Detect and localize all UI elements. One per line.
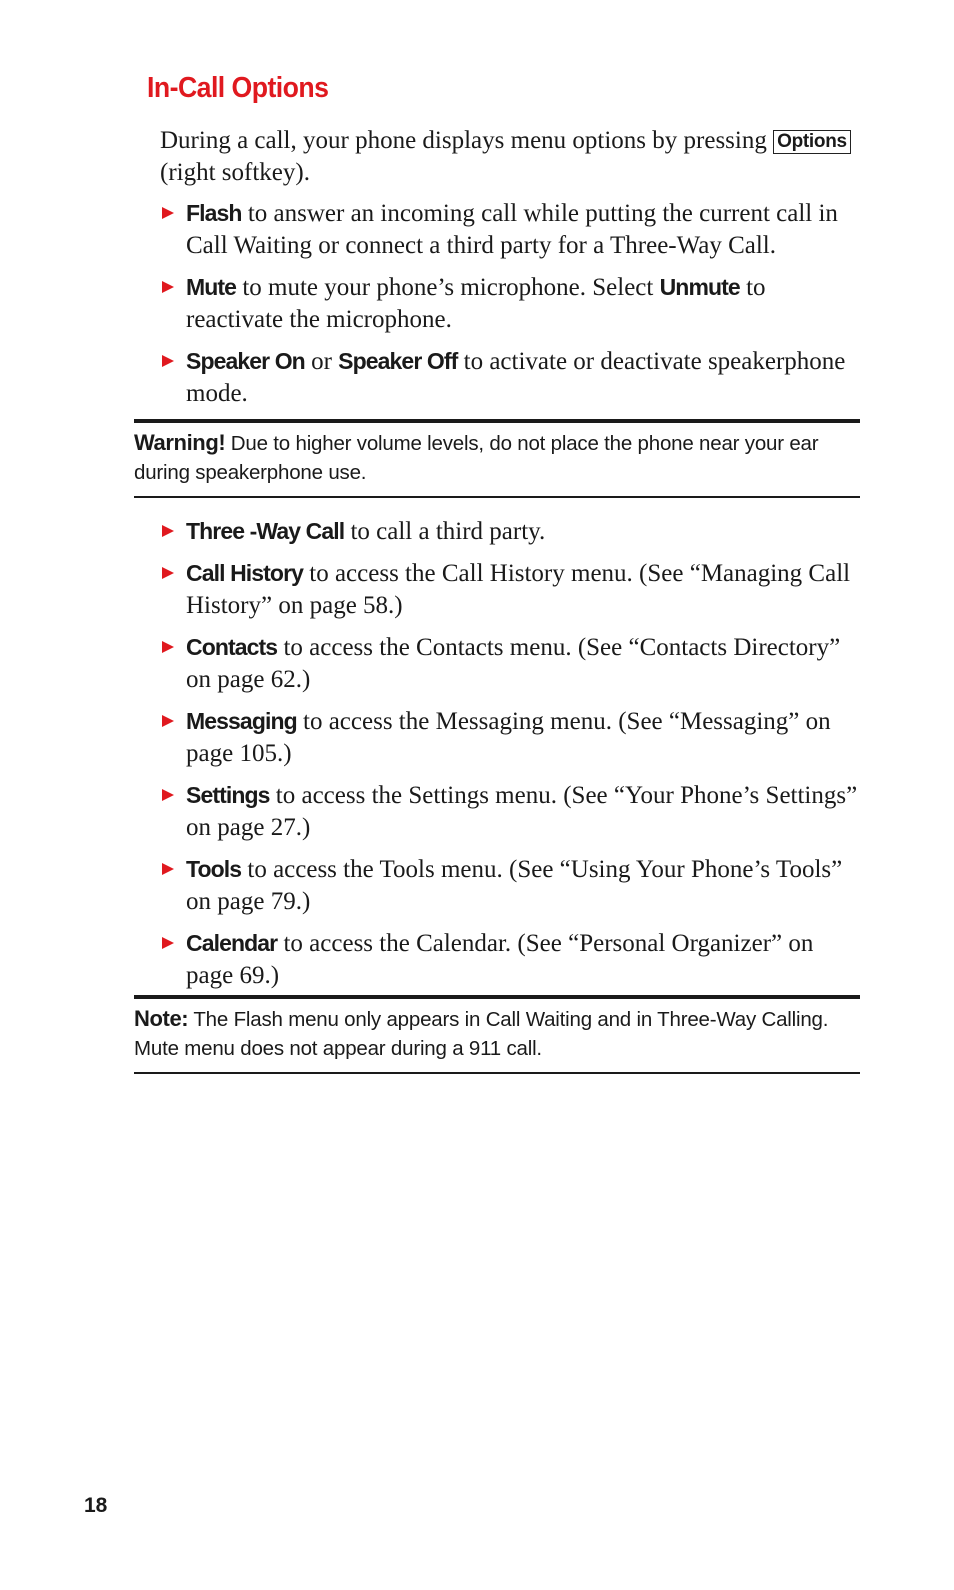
option-list-a (160, 197, 862, 419)
right-triangle-icon (162, 715, 174, 727)
option-term: Tools (186, 856, 242, 882)
option-description-end: to activate or deactivate speakerphone mode. (186, 348, 846, 407)
list-item (160, 345, 862, 410)
option-description: to mute your phone’s microphone. Select (236, 274, 660, 301)
option-description: to access the Messaging menu. (See “Messaging” on page 105.) (186, 708, 831, 767)
note-text: The Flash menu only appears in Call Waiting and in Three-Way Calling. Mute menu does not appear during a 911 call. (134, 1008, 829, 1060)
list-item (160, 515, 862, 548)
page-number: 18 (84, 1494, 108, 1517)
options-softkey-label: Options (773, 130, 851, 154)
note-label: Note: (134, 1006, 189, 1031)
option-term: Speaker On (186, 348, 305, 374)
option-description-end: to reactivate the microphone. (186, 274, 766, 333)
option-list-b (160, 515, 862, 1001)
option-term: Three -Way Call (186, 518, 345, 544)
intro-paragraph (160, 125, 860, 189)
list-item (160, 197, 862, 262)
option-term: Messaging (186, 708, 297, 734)
option-description: to access the Contacts menu. (See “Contacts Directory” on page 62.) (186, 634, 841, 693)
list-item (160, 927, 862, 992)
intro-text-end: (right softkey). (160, 159, 310, 186)
right-triangle-icon (162, 281, 174, 293)
list-item (160, 853, 862, 918)
option-term: Contacts (186, 634, 278, 660)
right-triangle-icon (162, 207, 174, 219)
right-triangle-icon (162, 641, 174, 653)
list-item (160, 779, 862, 844)
option-description: to access the Calendar. (See “Personal Organizer” on page 69.) (186, 930, 814, 989)
note-callout (134, 995, 860, 1074)
warning-label: Warning! (134, 430, 226, 455)
option-term-secondary: Speaker Off (338, 348, 458, 374)
option-description: or (304, 348, 339, 375)
option-description: to call a third party. (344, 518, 546, 545)
list-item (160, 631, 862, 696)
right-triangle-icon (162, 355, 174, 367)
option-term: Calendar (186, 930, 278, 956)
warning-text: Due to higher volume levels, do not place the phone near your ear during speakerphone use. (134, 432, 819, 484)
option-description: to access the Tools menu. (See “Using Your Phone’s Tools” on page 79.) (186, 856, 843, 915)
list-item (160, 557, 862, 622)
right-triangle-icon (162, 789, 174, 801)
warning-callout (134, 419, 860, 498)
option-term: Settings (186, 782, 270, 808)
right-triangle-icon (162, 863, 174, 875)
option-term: Flash (186, 200, 242, 226)
option-term: Mute (186, 274, 237, 300)
option-description: to access the Settings menu. (See “Your Phone’s Settings” on page 27.) (186, 782, 858, 841)
right-triangle-icon (162, 525, 174, 537)
option-description: to access the Call History menu. (See “Managing Call History” on page 58.) (186, 560, 851, 619)
option-description: to answer an incoming call while putting the current call in Call Waiting or connect a third party for a Three-Way Call. (186, 200, 838, 259)
option-term-secondary: Unmute (659, 274, 740, 300)
list-item (160, 271, 862, 336)
page-title: In-Call Options (147, 72, 329, 104)
right-triangle-icon (162, 567, 174, 579)
option-term: Call History (186, 560, 304, 586)
list-item (160, 705, 862, 770)
right-triangle-icon (162, 937, 174, 949)
intro-text: During a call, your phone displays menu options by pressing (160, 127, 774, 154)
